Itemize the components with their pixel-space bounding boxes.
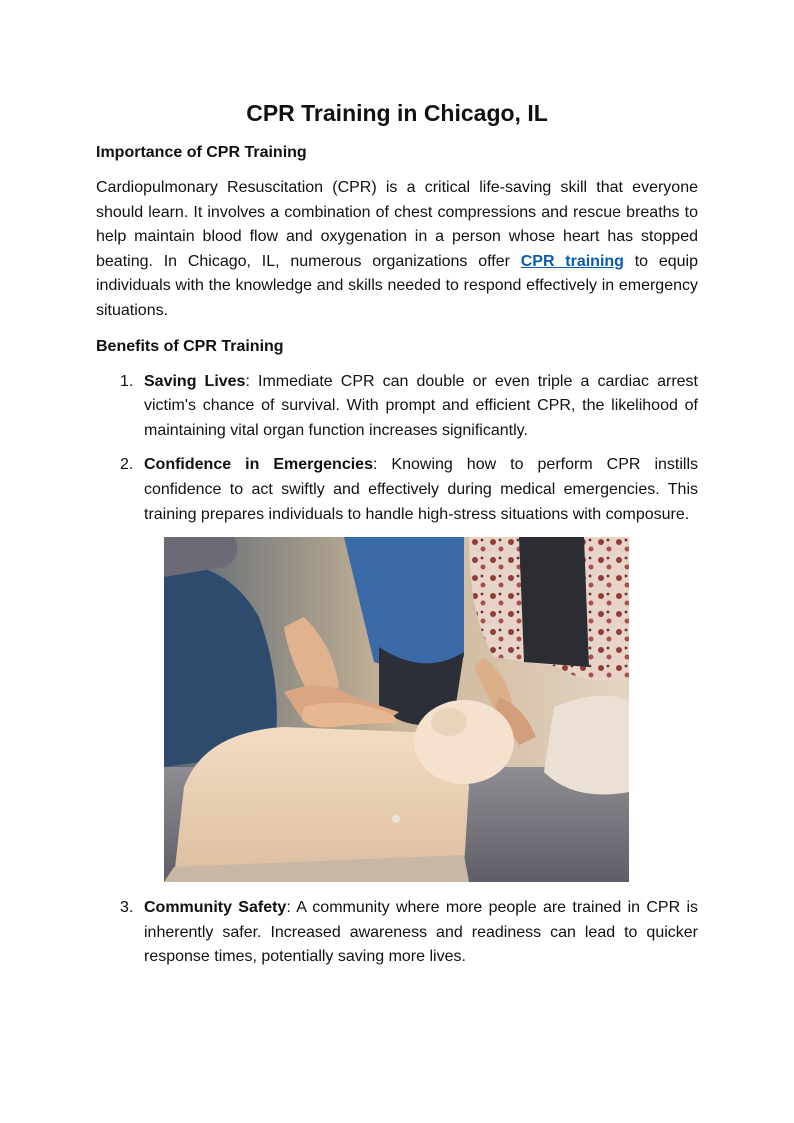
list-number: 2.	[120, 456, 134, 474]
list-item	[96, 370, 698, 444]
page-title: CPR Training in Chicago, IL	[246, 100, 548, 126]
importance-text-start: Cardiopulmonary Resuscitation (CPR) is a critical life-saving skill that everyone should learn. It involves a combination of chest compressions and rescue breaths to help maintain blood flow and oxygenation in a person whose heart has stopped beating. In Chicago, IL, numerous organizations offer	[96, 179, 698, 270]
benefits-list-continued	[96, 896, 698, 970]
list-number: 1.	[120, 372, 134, 390]
section-heading-benefits: Benefits of CPR Training	[96, 337, 284, 355]
section-heading-importance: Importance of CPR Training	[96, 144, 307, 161]
list-number: 3.	[120, 899, 134, 917]
document-body	[96, 98, 698, 980]
benefit-text: : Immediate CPR can double or even triple a cardiac arrest victim's chance of survival. With prompt and efficient CPR, the likelihood of maintaining vital organ function increases significantly.	[144, 372, 698, 439]
cpr-training-photo	[164, 537, 629, 882]
benefit-term: Confidence in Emergencies	[144, 456, 373, 474]
cpr-training-link[interactable]: CPR training	[520, 252, 624, 270]
benefit-term: Community Safety	[144, 899, 287, 917]
importance-text-end: to equip individuals with the knowledge and skills needed to respond effectively in emergency situations.	[96, 252, 699, 319]
cpr-photo-illustration	[164, 537, 629, 882]
benefit-term: Saving Lives	[144, 372, 246, 390]
list-item	[96, 453, 698, 527]
benefits-list	[96, 370, 698, 528]
benefit-text: : A community where more people are trained in CPR is inherently safer. Increased awareness and readiness can lead to quicker response times, potentially saving more lives.	[144, 899, 698, 966]
benefit-text: : Knowing how to perform CPR instills confidence to act swiftly and effectively during medical emergencies. This training prepares individuals to handle high-stress situations with composure.	[144, 456, 698, 523]
importance-paragraph	[96, 176, 698, 324]
list-item	[96, 896, 698, 970]
